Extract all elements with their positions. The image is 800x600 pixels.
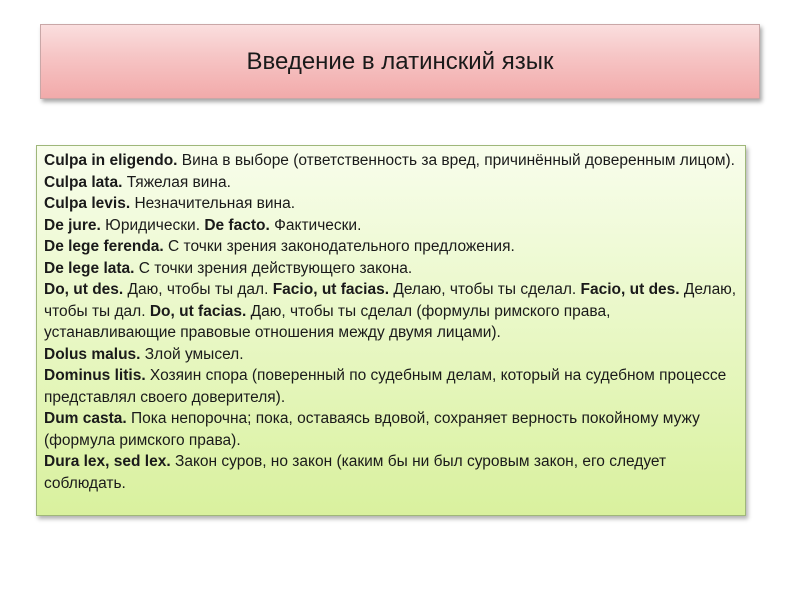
title-box — [40, 24, 760, 99]
entry-term: Dominus litis. — [44, 367, 146, 384]
entry-term: Facio, ut des. — [580, 281, 680, 298]
entry-term: De lege ferenda. — [44, 238, 164, 255]
entry-term: De lege lata. — [44, 259, 135, 277]
entry-culpa-in-eligendo — [44, 150, 737, 172]
entry-term: Dum casta. — [44, 410, 127, 427]
entry-text: Пока непорочна; пока, оставаясь вдовой, сохраняет верность покойному мужу (формула римского права). — [44, 410, 700, 449]
entry-text: Незначительная вина. — [130, 195, 296, 212]
entry-text: Даю, чтобы ты дал. — [123, 281, 273, 298]
entry-term: Do, ut facias. — [149, 302, 247, 320]
entry-culpa-lata — [44, 172, 737, 194]
entry-term: Culpa in eligendo. — [44, 152, 178, 169]
content-box — [36, 145, 746, 516]
entry-de-jure — [44, 215, 737, 237]
entry-de-lege-ferenda — [44, 236, 737, 258]
entry-term: De facto. — [204, 216, 270, 234]
entry-dolus-malus — [44, 344, 737, 366]
entry-text: Делаю, чтобы ты сделал. — [389, 281, 581, 298]
entry-text: Юридически. — [100, 216, 205, 234]
entry-term: Culpa lata. — [44, 173, 123, 191]
slide-title: Введение в латинский язык — [246, 47, 554, 75]
entry-term: Dura lex, sed lex. — [44, 453, 171, 470]
entry-text: Закон суров, но закон (каким бы ни был суровым закон, его следует соблюдать. — [44, 453, 667, 492]
entry-text: Даю, чтобы ты сделал (формулы римского права, устанавливающие правовые отношения между двумя лицами). — [44, 302, 611, 341]
entry-term: Dolus malus. — [44, 345, 141, 363]
entry-term: Do, ut des. — [44, 281, 124, 298]
entry-culpa-levis — [44, 193, 737, 215]
entry-text: Делаю, чтобы ты дал. — [44, 281, 737, 320]
entry-do-ut-des — [44, 279, 737, 344]
entry-text: С точки зрения законодательного предложения. — [163, 238, 515, 255]
entry-term: De jure. — [44, 216, 101, 234]
entry-dum-casta — [44, 408, 737, 451]
entry-text: Хозяин спора (поверенный по судебным делам, который на судебном процессе представлял своего доверителя). — [44, 367, 727, 406]
entry-de-lege-lata — [44, 258, 737, 280]
entry-dominus-litis — [44, 365, 737, 408]
entry-text: Тяжелая вина. — [122, 173, 231, 191]
entry-term: Culpa levis. — [44, 195, 131, 212]
entry-text: Злой умысел. — [140, 345, 244, 363]
entry-term: Facio, ut facias. — [272, 281, 390, 298]
entry-text: Фактически. — [269, 216, 362, 234]
entry-text: Вина в выборе (ответственность за вред, причинённый доверенным лицом). — [177, 152, 735, 169]
entry-dura-lex — [44, 451, 737, 494]
entry-text: С точки зрения действующего закона. — [134, 259, 413, 277]
